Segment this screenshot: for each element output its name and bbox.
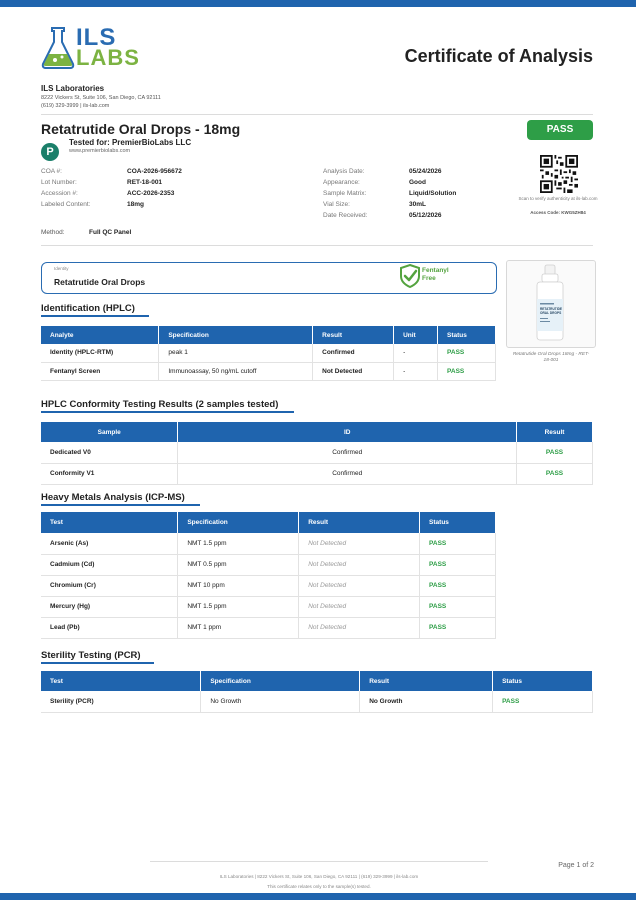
meta-row: COA #: COA-2026-956672 bbox=[41, 168, 182, 175]
table-header-row: Analyte Specification Result Unit Status bbox=[41, 326, 496, 344]
fentanyl-free-check-icon bbox=[399, 264, 421, 288]
client-logo-icon: P bbox=[41, 143, 59, 161]
table-row: Chromium (Cr) NMT 10 ppm Not Detected PASS bbox=[41, 575, 496, 596]
logo-line1: ILS bbox=[76, 24, 117, 51]
qr-note: Scan to verify authenticity at ils-lab.com bbox=[518, 196, 598, 201]
identification-title: Identification (HPLC) bbox=[41, 303, 135, 314]
table-row: Conformity V1 Confirmed PASS bbox=[41, 463, 593, 484]
identification-underline bbox=[41, 315, 149, 317]
logo-wordmark bbox=[76, 24, 140, 70]
lab-contact: (619) 329-3999 | ils-lab.com bbox=[41, 103, 110, 109]
bottle-label-line1: RETATRUTIDE bbox=[540, 307, 563, 311]
dropper-bottle-image bbox=[530, 263, 570, 343]
meta-row: Sample Matrix: Liquid/Solution bbox=[323, 190, 457, 197]
logo-line2: LABS bbox=[76, 45, 140, 70]
lab-address: 8222 Vickers St, Suite 106, San Diego, CA 92111 bbox=[41, 95, 161, 101]
table-row: Cadmium (Cd) NMT 0.5 ppm Not Detected PASS bbox=[41, 554, 496, 575]
table-row: Identity (HPLC-RTM) peak 1 Confirmed - PASS bbox=[41, 344, 496, 362]
table-header-row: Test Specification Result Status bbox=[41, 671, 593, 691]
product-image-caption: Retatrutide Oral Drops 18mg - RET-18-001 bbox=[512, 352, 590, 363]
sterility-title: Sterility Testing (PCR) bbox=[41, 650, 141, 661]
table-header-row: Sample ID Result bbox=[41, 422, 593, 442]
client-url[interactable]: www.premierbiolabs.com bbox=[69, 148, 131, 154]
lab-address-block bbox=[41, 94, 161, 110]
heavy-metals-title: Heavy Metals Analysis (ICP-MS) bbox=[41, 492, 185, 503]
bottom-accent-bar bbox=[0, 893, 636, 900]
heavy-metals-table bbox=[41, 512, 496, 639]
meta-left-block bbox=[41, 166, 182, 210]
heavy-metals-underline bbox=[41, 504, 200, 506]
overall-status-badge: PASS bbox=[527, 120, 593, 140]
footer-disclaimer: This certificate relates only to the sample(s) tested. bbox=[267, 884, 371, 889]
meta-right-block bbox=[323, 166, 456, 221]
product-title: Retatrutide Oral Drops - 18mg bbox=[41, 121, 241, 137]
qr-code-icon[interactable] bbox=[540, 155, 578, 193]
flask-logo-icon bbox=[41, 26, 75, 70]
identity-caption: Identity bbox=[54, 266, 69, 271]
page-number: Page 1 of 2 bbox=[558, 862, 594, 869]
footer-divider bbox=[150, 861, 488, 862]
access-code: Access Code: KWG5ZH84 bbox=[530, 210, 586, 215]
method-value: Full QC Panel bbox=[89, 229, 132, 236]
meta-divider bbox=[41, 245, 593, 246]
sterility-table bbox=[41, 671, 593, 713]
table-row: Dedicated V0 Confirmed PASS bbox=[41, 442, 593, 463]
footer-address: ILS Laboratories | 8222 Vickers St, Suite 106, San Diego, CA 92111 | (619) 329-3999 | ils-lab.com bbox=[219, 874, 419, 879]
meta-row: Accession #: ACC-2026-2353 bbox=[41, 190, 175, 197]
meta-row: Vial Size: 30mL bbox=[323, 201, 426, 208]
meta-row: Date Received: 05/12/2026 bbox=[323, 212, 442, 219]
meta-row: Analysis Date: 05/24/2026 bbox=[323, 168, 442, 175]
table-row: Sterility (PCR) No Growth No Growth PASS bbox=[41, 691, 593, 712]
conformity-table bbox=[41, 422, 593, 485]
conformity-underline bbox=[41, 411, 294, 413]
meta-row: Appearance: Good bbox=[323, 179, 426, 186]
table-row: Lead (Pb) NMT 1 ppm Not Detected PASS bbox=[41, 617, 496, 638]
header-divider bbox=[41, 114, 593, 115]
method-label: Method: bbox=[41, 229, 65, 236]
meta-row: Labeled Content: 18mg bbox=[41, 201, 144, 208]
identification-table bbox=[41, 326, 496, 381]
document-title: Certificate of Analysis bbox=[404, 46, 593, 66]
sterility-underline bbox=[41, 662, 154, 664]
meta-row: Lot Number: RET-18-001 bbox=[41, 179, 163, 186]
table-row: Mercury (Hg) NMT 1.5 ppm Not Detected PASS bbox=[41, 596, 496, 617]
bottle-label-line2: ORAL DROPS bbox=[540, 311, 562, 315]
identity-value: Retatrutide Oral Drops bbox=[54, 277, 146, 287]
table-row: Arsenic (As) NMT 1.5 ppm Not Detected PASS bbox=[41, 533, 496, 554]
top-accent-bar bbox=[0, 0, 636, 7]
fentanyl-free-label: Fentanyl Free bbox=[422, 267, 449, 282]
tested-for: Tested for: PremierBioLabs LLC bbox=[69, 138, 192, 147]
table-row: Fentanyl Screen Immunoassay, 50 ng/mL cutoff Not Detected - PASS bbox=[41, 362, 496, 380]
lab-name: ILS Laboratories bbox=[41, 84, 105, 93]
table-header-row: Test Specification Result Status bbox=[41, 512, 496, 533]
footer-text bbox=[150, 872, 488, 892]
conformity-title: HPLC Conformity Testing Results (2 samples tested) bbox=[41, 399, 279, 410]
